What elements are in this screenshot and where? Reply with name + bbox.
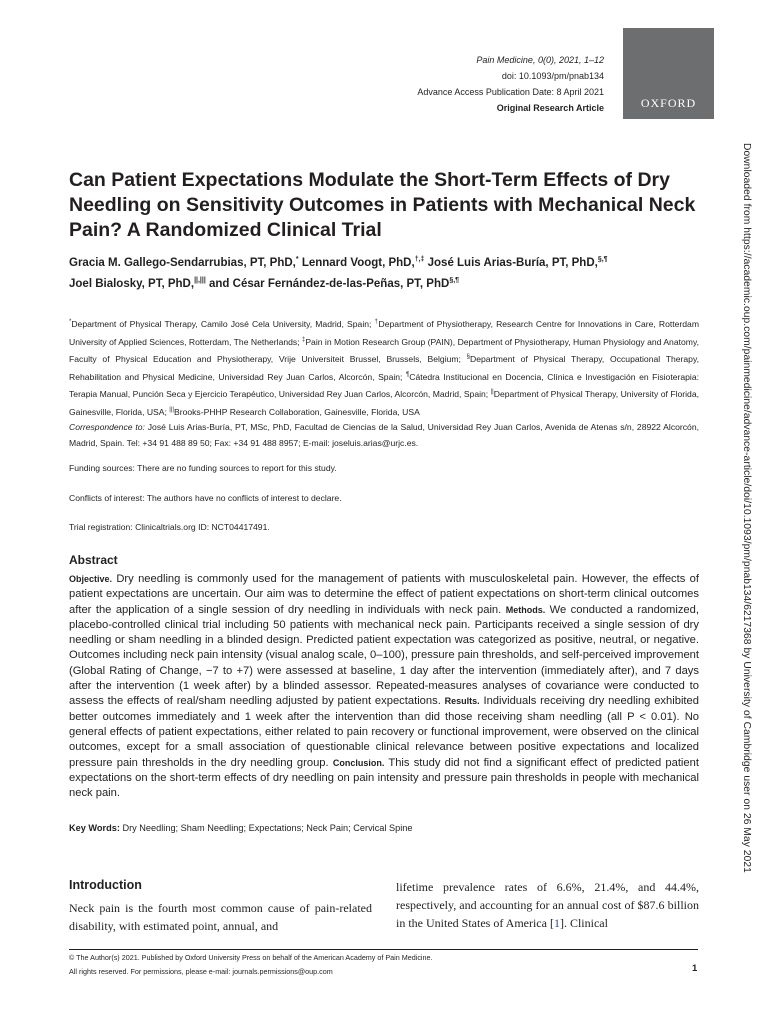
footer-divider (69, 949, 698, 950)
correspondence (69, 420, 699, 451)
correspondence-text: José Luis Arias-Buría, PT, MSc, PhD, Facultad de Ciencias de la Salud, Universidad Rey Juan Carlos, Avenida de Atenas s/n, 28922 Alcorcón, Madrid, Spain. Tel: +34 91 488 89 50; Fax: +34 91 488 8957; E-mail: joseluis.arias@urjc.es. (69, 422, 699, 448)
conflicts-note: Conflicts of interest: The authors have no conflicts of interest to declare. (69, 493, 342, 503)
affiliation-mark: ‡ (301, 336, 306, 343)
affiliation-text: Department of Physical Therapy, University of Florida, Gainesville, Florida, USA; (69, 389, 699, 417)
author-affiliation-mark: * (295, 256, 299, 263)
affiliation-text: Department of Physical Therapy, Occupational Therapy, Rehabilitation and Physical Medicine, Universidad Rey Juan Carlos, Alcorcón, Spain; (69, 353, 700, 382)
methods-label: Methods. (505, 604, 546, 615)
affiliation-text: Brooks-PHHP Research Collaboration, Gainesville, Florida, USA (173, 406, 420, 417)
page-number: 1 (692, 963, 698, 974)
doi[interactable]: doi: 10.1093/pm/pnab134 (501, 71, 604, 81)
author-list (69, 251, 709, 293)
results-label: Results. (444, 696, 480, 707)
affiliation-mark: || (490, 389, 494, 396)
author-name: Lennard Voogt, PhD, (301, 256, 415, 269)
affiliation-mark: ¶ (406, 371, 410, 378)
article-type: Original Research Article (496, 103, 604, 113)
results-text: Individuals receiving dry needling exhibited better outcomes immediately and 1 week after the intervention than did those receiving sham needling (all P < 0.01). No general effects of patient expectations, either related to pain recovery or functional improvement, were observed on the clinical outcomes, except for a small association of questionable clinical relevance between positive expectations and localized pressure pain thresholds in the dry needling group. (69, 695, 699, 769)
conclusion-label: Conclusion. (332, 757, 385, 768)
introduction-right-text-end: ]. Clinical (559, 916, 608, 931)
trial-registration-note: Trial registration: Clinicaltrials.org ID: NCT04417491. (69, 522, 270, 532)
introduction-right-text: lifetime prevalence rates of 6.6%, 21.4%, and 44.4%, respectively, and accounting for an annual cost of $87.6 billion in the United States of America [ (396, 880, 699, 931)
affiliation-text: Cátedra Institucional en Docencia, Clínica e Investigación en Fisioterapia: Terapia Manual, Punción Seca y Ejercicio Terapéutico, Universidad Rey Juan Carlos, Alcorcón, Madrid, Spain; (69, 371, 699, 400)
affiliation-text: Department of Physical Therapy, Camilo José Cela University, Madrid, Spain; (71, 318, 375, 329)
funding-note: Funding sources: There are no funding sources to report for this study. (69, 463, 337, 473)
author-name: Joel Bialosky, PT, PhD, (69, 277, 195, 290)
oxford-logo (623, 28, 714, 119)
rights-notice: All rights reserved. For permissions, please e-mail: journals.permissions@oup.com (69, 967, 333, 976)
article-title: Can Patient Expectations Modulate the Short-Term Effects of Dry Needling on Sensitivity Outcomes in Patients with Mechanical Neck Pain? A Randomized Clinical Trial (69, 169, 696, 241)
author-affiliation-mark: §,¶ (449, 276, 460, 284)
author-affiliation-mark: ||,||| (194, 276, 206, 284)
affiliation-text: Department of Physiotherapy, Research Centre for Innovations in Care, Rotterdam University of Applied Sciences, Rotterdam, The Netherlands; (69, 318, 699, 347)
abstract-heading: Abstract (69, 553, 118, 567)
abstract-body (69, 572, 699, 801)
conclusion-text: This study did not find a significant effect of predicted patient expectations on the short-term effects of dry needling on pain intensity and pressure pain thresholds in people with mechanical neck pain. (69, 756, 699, 800)
affiliation-mark: § (466, 354, 470, 361)
objective-label: Objective. (69, 574, 113, 584)
reference-link[interactable]: 1 (553, 916, 560, 931)
download-note-text: Downloaded from https://academic.oup.com/painmedicine/advance-article/doi/10.1093/pm/pnab134/6217368 by University of Cambridge user on 26 May 2021 (741, 143, 752, 873)
footer (69, 951, 433, 979)
affiliations (69, 315, 699, 420)
introduction-right-column (396, 878, 699, 933)
objective-text: Dry needling is commonly used for the management of patients with musculoskeletal pain. However, the effects of patient expectations are uncertain. Our aim was to determine the effect of patient expectations on short-term clinical outcomes after the application of a single session of dry needling in individuals with neck pain. (69, 573, 699, 616)
author-affiliation-mark: §,¶ (597, 256, 608, 263)
affiliation-mark: † (374, 319, 379, 325)
methods-text: We conducted a randomized, placebo-controlled clinical trial including 50 patients with mechanical neck pain. Participants received a single session of dry needling or sham needling in a blinded design. Predicted patient expectation was categorized as positive, neutral, or negative. Outcomes including neck pain intensity (visual analog scale, 0–100), pressure pain thresholds, and self-perceived improvement (Global Rating of Change, −7 to +7) were assessed at baseline, 1 day after the intervention (immediately after), and 7 days after the intervention (1 week after) by a blinded assessor. Repeated-measures analyses of covariance were conducted to assess the effects of real/sham needling adjusted by patient expectations. (69, 603, 699, 708)
keywords (69, 821, 413, 835)
copyright-notice: © The Author(s) 2021. Published by Oxford University Press on behalf of the American Academy of Pain Medicine. (69, 953, 433, 962)
download-side-note (736, 143, 756, 883)
publication-date: Advance Access Publication Date: 8 April 2021 (417, 87, 604, 97)
affiliation-text: Pain in Motion Research Group (PAIN), Department of Physiotherapy, Human Physiology and Anatomy, Faculty of Physical Education and Physiotherapy, Vrije Universiteit Brussel, Brussels, Belgium; (69, 336, 699, 364)
keywords-label: Key Words: (69, 823, 120, 833)
correspondence-label: Correspondence to: (69, 422, 145, 432)
author-name: Gracia M. Gallego-Sendarrubias, PT, PhD, (69, 256, 296, 269)
introduction-left-column: Neck pain is the fourth most common cause of pain-related disability, with estimated point, annual, and (69, 901, 372, 934)
keywords-text: Dry Needling; Sham Needling; Expectations; Neck Pain; Cervical Spine (119, 823, 413, 833)
oxford-logo-text: OXFORD (640, 96, 697, 110)
author-affiliation-mark: †,‡ (414, 256, 425, 263)
journal-citation: Pain Medicine, 0(0), 2021, 1–12 (476, 55, 604, 65)
author-name: and César Fernández-de-las-Peñas, PT, PhD (209, 277, 450, 290)
affiliation-mark: ||| (169, 406, 174, 413)
introduction-heading: Introduction (69, 878, 142, 892)
author-name: José Luis Arias-Buría, PT, PhD, (427, 256, 598, 269)
affiliation-mark: * (69, 319, 72, 325)
journal-metadata (417, 52, 604, 116)
